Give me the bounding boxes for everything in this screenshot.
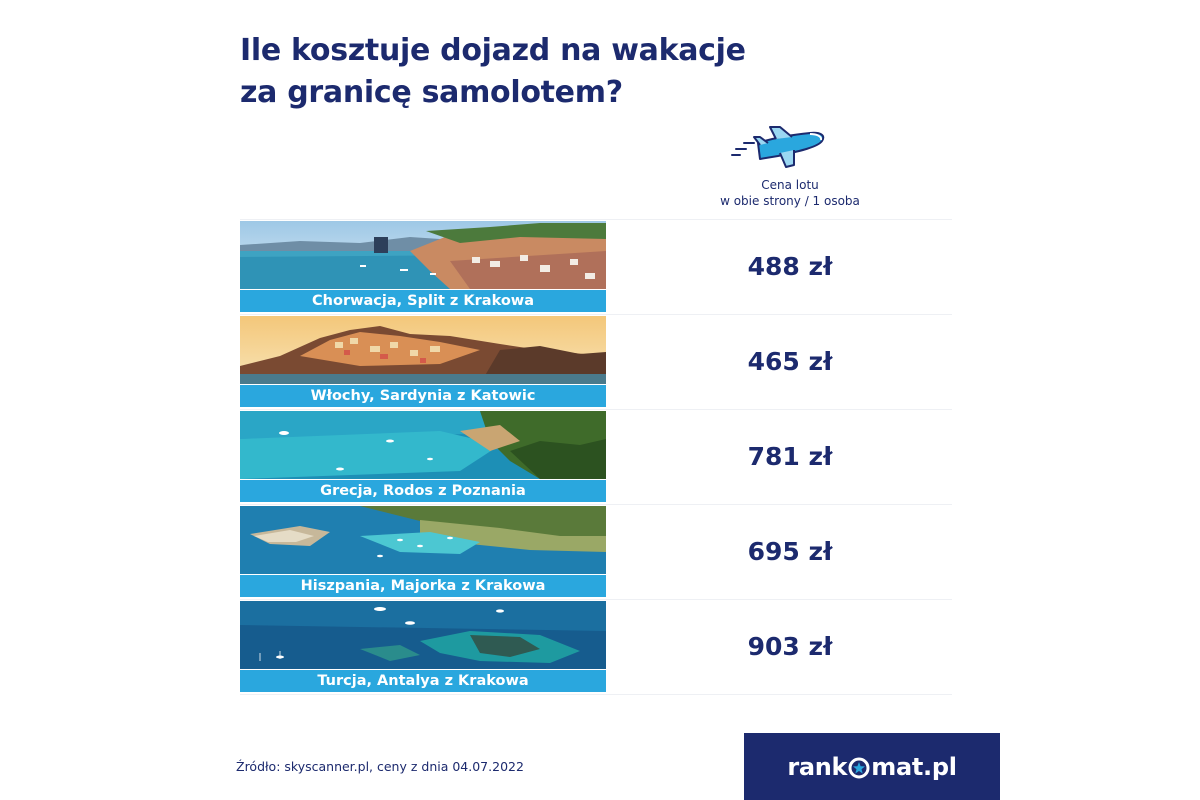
price-column-header [690,177,890,209]
row-price: 488 zł [747,252,833,281]
row-label: Chorwacja, Split z Krakowa [240,290,606,312]
row-label: Hiszpania, Majorka z Krakowa [240,575,606,597]
page-title [240,30,940,114]
destination-photo-split [240,221,606,289]
table-row [240,219,952,314]
table-row [240,314,952,409]
logo-star-icon [848,757,870,779]
table-row [240,599,952,695]
logo-text [787,753,956,781]
table-row [240,409,952,504]
price-table [240,219,952,695]
price-column-header-line-2: w obie strony / 1 osoba [720,194,860,208]
title-line-2: za granicę samolotem? [240,75,623,110]
rankomat-logo [744,733,1000,800]
row-price: 781 zł [747,442,833,471]
destination-photo-sardinia [240,316,606,384]
row-price: 695 zł [747,537,833,566]
logo-text-start: rank [787,752,848,781]
row-price: 465 zł [747,347,833,376]
row-price: 903 zł [747,632,833,661]
destination-photo-antalya [240,601,606,669]
airplane-icon [730,125,828,169]
destination-photo-majorca [240,506,606,574]
row-label: Włochy, Sardynia z Katowic [240,385,606,407]
source-note: Źródło: skyscanner.pl, ceny z dnia 04.07.2022 [236,759,524,774]
table-row [240,504,952,599]
destination-photo-rhodes [240,411,606,479]
title-line-1: Ile kosztuje dojazd na wakacje [240,33,746,68]
row-label: Turcja, Antalya z Krakowa [240,670,606,692]
price-column-header-line-1: Cena lotu [761,178,819,192]
logo-text-end: mat.pl [871,752,957,781]
row-label: Grecja, Rodos z Poznania [240,480,606,502]
